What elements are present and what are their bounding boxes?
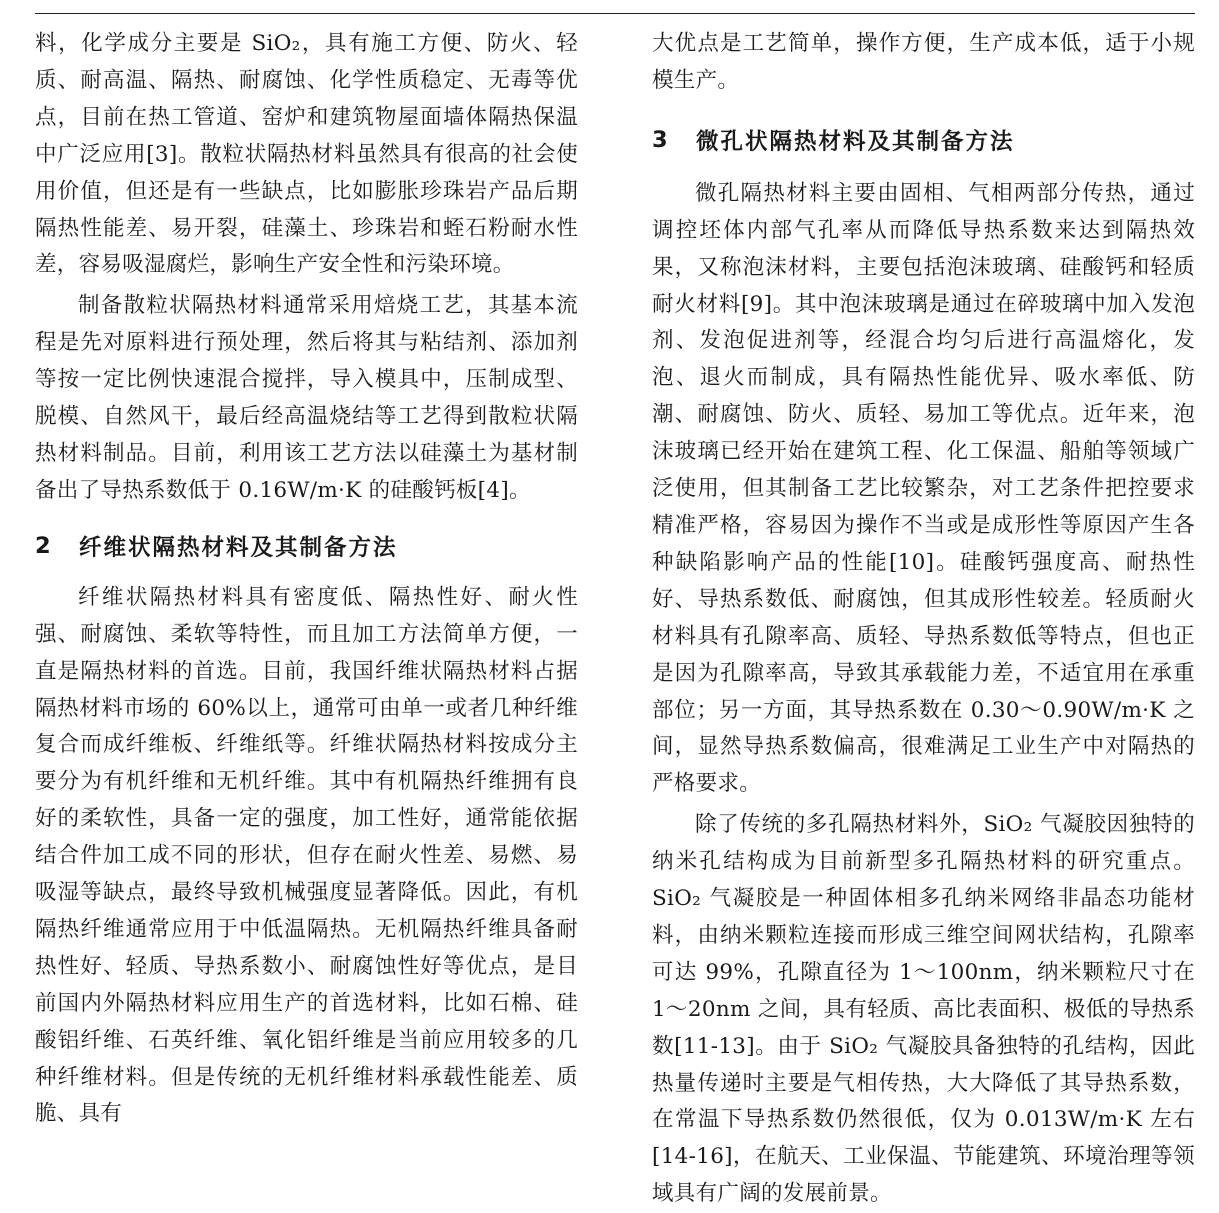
section-number: 3 [652, 126, 670, 153]
section-title: 纤维状隔热材料及其制备方法 [79, 534, 398, 561]
paragraph-aerogel: 除了传统的多孔隔热材料外，SiO₂ 气凝胶因独特的纳米孔结构成为目前新型多孔隔热材料的研究重点。SiO₂ 气凝胶是一种固体相多孔纳米网络非晶态功能材料，由纳米颗粒连接而形成三维空间网状结构，孔隙率可达 99%，孔隙直径为 1～100nm，纳米颗粒尺寸在 1～20nm 之间，具有轻质、高比表面积、极低的导热系数[11-13]。由于 SiO₂ 气凝胶具备独特的孔结构，因此热量传递时主要是气相传热，大大降低了其导热系数，在常温下导热系数仍然很低，仅为 0.013W/m·K 左右[14-16]，在航天、工业保温、节能建筑、环境治理等领域具有广阔的发展前景。 [652, 812, 1195, 1207]
section-heading-2 [35, 530, 578, 562]
paragraph-fibrous: 纤维状隔热材料具有密度低、隔热性好、耐火性强、耐腐蚀、柔软等特性，而且加工方法简单方便，一直是隔热材料的首选。目前，我国纤维状隔热材料占据隔热材料市场的 60%以上，通常可由单一或者几种纤维复合而成纤维板、纤维纸等。纤维状隔热材料按成分主要分为有机纤维和无机纤维。其中有机隔热纤维拥有良好的柔软性，具备一定的强度，加工性好，通常能依据结合件加工成不同的形状，但存在耐火性差、易燃、易吸湿等缺点，最终导致机械强度显著降低。因此，有机隔热纤维通常应用于中低温隔热。无机隔热纤维具备耐热性好、轻质、导热系数小、耐腐蚀性好等优点，是目前国内外隔热材料应用生产的首选材料，比如石棉、硅酸铝纤维、石英纤维、氧化铝纤维是当前应用较多的几种纤维材料。但是传统的无机纤维材料承载性能差、质脆、具有 [35, 584, 578, 1127]
section-number: 2 [35, 532, 53, 559]
section-title: 微孔状隔热材料及其制备方法 [696, 128, 1015, 155]
paragraph-microporous: 微孔隔热材料主要由固相、气相两部分传热，通过调控坯体内部气孔率从而降低导热系数来达到隔热效果，又称泡沫材料，主要包括泡沫玻璃、硅酸钙和轻质耐火材料[9]。其中泡沫玻璃是通过在碎玻璃中加入发泡剂、发泡促进剂等，经混合均匀后进行高温熔化，发泡、退火而制成，具有隔热性能优异、吸水率低、防潮、耐腐蚀、防火、质轻、易加工等优点。近年来，泡沫玻璃已经开始在建筑工程、化工保温、船舶等领域广泛使用，但其制备工艺比较繁杂，对工艺条件把控要求精准严格，容易因为操作不当或是成形性等原因产生各种缺陷影响产品的性能[10]。硅酸钙强度高、耐热性好、导热系数低、耐腐蚀，但其成形性较差。轻质耐火材料具有孔隙率高、质轻、导热系数低等特点，但也正是因为孔隙率高，导致其承载能力差，不适宜用在承重部位；另一方面，其导热系数在 0.30～0.90W/m·K 之间，显然导热系数偏高，很难满足工业生产中对隔热的严格要求。 [652, 180, 1195, 797]
left-column [35, 26, 578, 1133]
paragraph-fibrous-continued: 大优点是工艺简单，操作方便，生产成本低，适于小规模生产。 [652, 31, 1195, 93]
right-column [652, 26, 1195, 1213]
section-heading-3 [652, 124, 1195, 156]
header-rule [35, 13, 1195, 14]
paragraph-granular-continued: 料，化学成分主要是 SiO₂，具有施工方便、防火、轻质、耐高温、隔热、耐腐蚀、化学性质稳定、无毒等优点，目前在热工管道、窑炉和建筑物屋面墙体隔热保温中广泛应用[3]。散粒状隔热材料虽然具有很高的社会使用价值，但还是有一些缺点，比如膨胀珍珠岩产品后期隔热性能差、易开裂，硅藻土、珍珠岩和蛭石粉耐水性差，容易吸湿腐烂，影响生产安全性和污染环境。 [35, 31, 578, 278]
paragraph-granular-preparation: 制备散粒状隔热材料通常采用焙烧工艺，其基本流程是先对原料进行预处理，然后将其与粘结剂、添加剂等按一定比例快速混合搅拌，导入模具中，压制成型、脱模、自然风干，最后经高温烧结等工艺得到散粒状隔热材料制品。目前，利用该工艺方法以硅藻土为基材制备出了导热系数低于 0.16W/m·K 的硅酸钙板[4]。 [35, 293, 578, 503]
